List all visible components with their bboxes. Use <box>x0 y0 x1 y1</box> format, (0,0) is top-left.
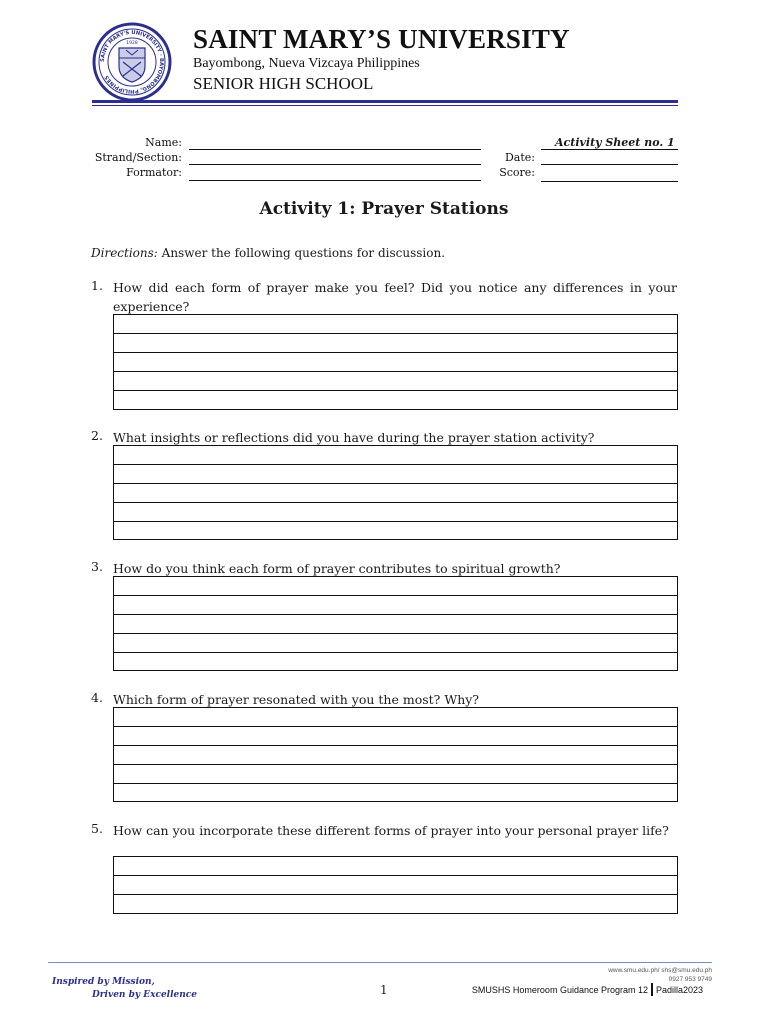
activity-sheet-number: Activity Sheet no. 1 <box>555 136 675 149</box>
sheet-number-underline <box>541 149 678 150</box>
answer-row[interactable] <box>114 484 677 503</box>
name-label: Name: <box>145 136 182 149</box>
question-3-answer-box[interactable] <box>113 576 678 671</box>
directions-label: Directions: <box>91 246 158 260</box>
date-field-line[interactable] <box>541 164 678 165</box>
answer-row[interactable] <box>114 446 677 465</box>
contact-phone: 0927 953 9749 <box>668 976 712 983</box>
question-2-answer-box[interactable] <box>113 445 678 540</box>
department-name: SENIOR HIGH SCHOOL <box>193 74 374 93</box>
answer-row[interactable] <box>114 465 677 484</box>
answer-row[interactable] <box>114 727 677 746</box>
question-1-answer-box[interactable] <box>113 314 678 410</box>
answer-row[interactable] <box>114 634 677 653</box>
page-number: 1 <box>380 983 388 997</box>
question-4-number: 4. <box>91 690 103 705</box>
answer-row[interactable] <box>114 653 677 672</box>
question-4-answer-box[interactable] <box>113 707 678 802</box>
strand-section-label: Strand/Section: <box>94 151 182 164</box>
question-1-number: 1. <box>91 278 103 293</box>
answer-row[interactable] <box>114 876 677 895</box>
answer-row[interactable] <box>114 765 677 784</box>
formator-field-line[interactable] <box>189 180 481 181</box>
activity-title: Activity 1: Prayer Stations <box>259 199 509 219</box>
question-3-number: 3. <box>91 559 103 574</box>
date-label: Date: <box>504 151 535 164</box>
answer-row[interactable] <box>114 615 677 634</box>
author-tag: Padilla2023 <box>656 985 704 995</box>
university-name: SAINT MARY’S UNIVERSITY <box>193 24 570 54</box>
formator-label: Formator: <box>126 166 182 179</box>
answer-row[interactable] <box>114 353 677 372</box>
footer-rule <box>48 962 712 963</box>
answer-row[interactable] <box>114 334 677 353</box>
university-seal-logo <box>92 22 172 102</box>
seal-year: 1928 <box>126 41 138 46</box>
directions <box>91 246 445 260</box>
answer-row[interactable] <box>114 784 677 803</box>
strand-section-field-line[interactable] <box>189 164 481 165</box>
answer-row[interactable] <box>114 372 677 391</box>
header-rule-thick <box>92 100 678 103</box>
motto-line-1: Inspired by Mission, <box>52 977 155 987</box>
contact-web-email: www.smu.edu.ph/ shs@smu.edu.ph <box>608 967 712 974</box>
motto-line-2: Driven by Excellence <box>92 990 197 1000</box>
question-2-number: 2. <box>91 428 103 443</box>
answer-row[interactable] <box>114 596 677 615</box>
question-5-number: 5. <box>91 821 103 836</box>
question-5-answer-box[interactable] <box>113 856 678 914</box>
answer-row[interactable] <box>114 708 677 727</box>
score-field-line[interactable] <box>541 181 678 182</box>
name-field-line[interactable] <box>189 149 481 150</box>
header-rule-thin <box>92 105 678 106</box>
score-label: Score: <box>499 166 535 179</box>
answer-row[interactable] <box>114 503 677 522</box>
question-5-text: How can you incorporate these different forms of prayer into your personal prayer life? <box>113 823 669 838</box>
answer-row[interactable] <box>114 522 677 541</box>
seal-ring-text: SAINT MARY'S UNIVERSITY · BAYOMBONG, PHILIPPINES <box>99 29 165 95</box>
program-name: SMUSHS Homeroom Guidance Program 12 <box>471 985 648 995</box>
answer-row[interactable] <box>114 857 677 876</box>
answer-row[interactable] <box>114 895 677 914</box>
answer-row[interactable] <box>114 391 677 410</box>
university-address: Bayombong, Nueva Vizcaya Philippines <box>193 56 420 71</box>
answer-row[interactable] <box>114 315 677 334</box>
answer-row[interactable] <box>114 746 677 765</box>
question-2-text: What insights or reflections did you have during the prayer station activity? <box>113 430 595 445</box>
question-3-text: How do you think each form of prayer contributes to spiritual growth? <box>113 561 561 576</box>
question-4-text: Which form of prayer resonated with you the most? Why? <box>113 692 480 707</box>
answer-row[interactable] <box>114 577 677 596</box>
footer-separator <box>651 983 653 996</box>
directions-text: Answer the following questions for discussion. <box>157 246 446 260</box>
question-1-text: How did each form of prayer make you feel? Did you notice any differences in your experience? <box>113 280 677 314</box>
